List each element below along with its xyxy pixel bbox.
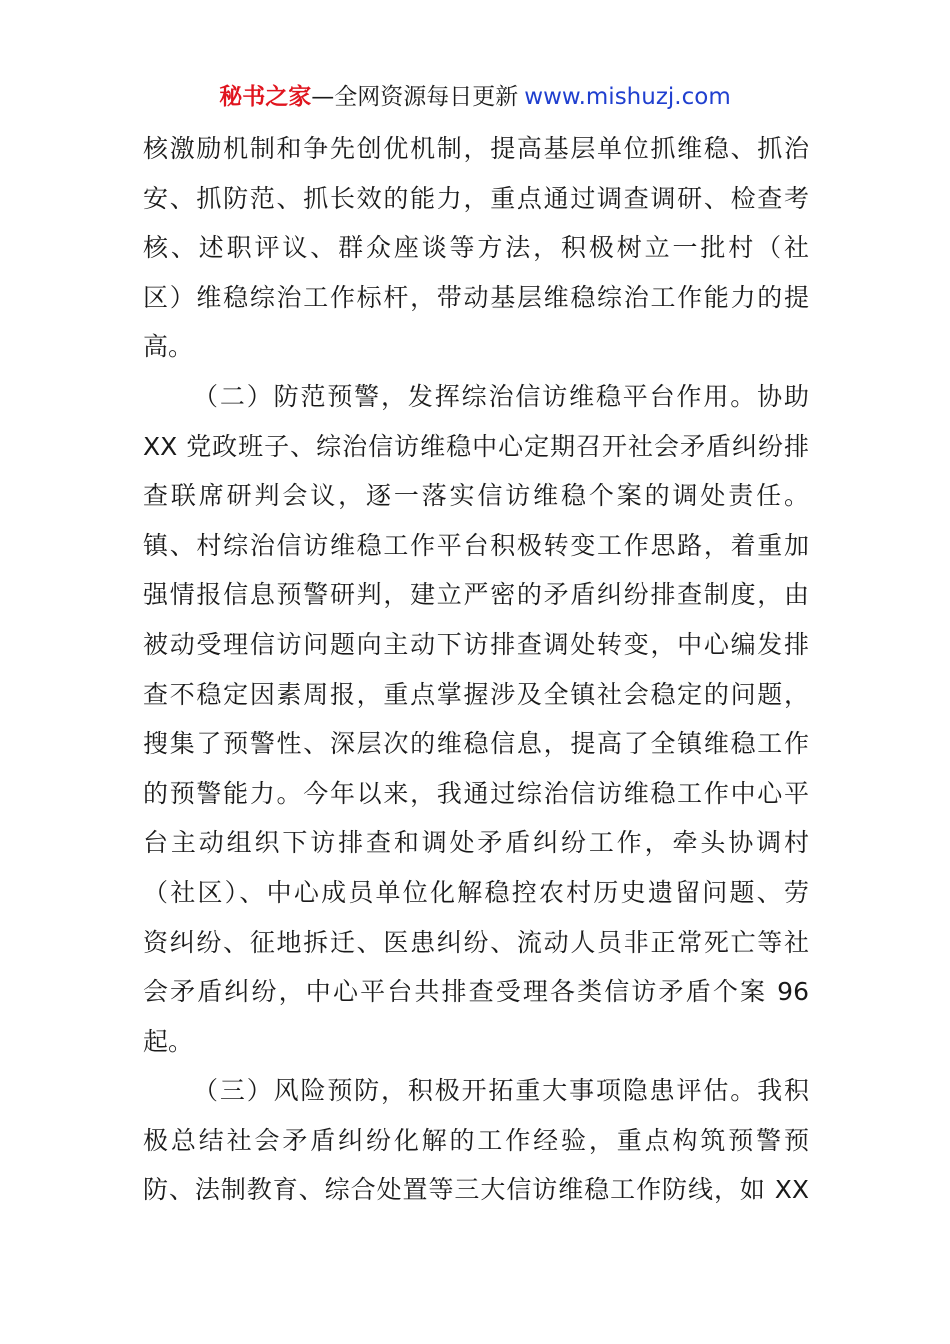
text-line: 查联席研判会议，逐一落实信访维稳个案的调处责任。 xyxy=(143,481,809,511)
text-line: （二）防范预警，发挥综治信访维稳平台作用。协助 xyxy=(193,381,809,411)
text-line: （社区）、中心成员单位化解稳控农村历史遗留问题、劳 xyxy=(143,877,809,907)
text-line: 台主动组织下访排查和调处矛盾纠纷工作，牵头协调村 xyxy=(143,828,809,858)
text-line: XX 党政班子、综治信访维稳中心定期召开社会矛盾纠纷排 xyxy=(143,431,809,461)
text-line: 极总结社会矛盾纠纷化解的工作经验，重点构筑预警预 xyxy=(143,1125,809,1155)
text-line: 核激励机制和争先创优机制，提高基层单位抓维稳、抓治 xyxy=(143,134,809,163)
text-line: 防、法制教育、综合处置等三大信访维稳工作防线，如 XX xyxy=(143,1175,809,1205)
text-line: 区）维稳综治工作标杆，带动基层维稳综治工作能力的提 xyxy=(143,282,809,312)
text-line: 起。 xyxy=(143,1026,194,1056)
site-link[interactable]: www.mishuzj.com xyxy=(524,84,731,110)
text-line: 的预警能力。今年以来，我通过综治信访维稳工作中心平 xyxy=(143,778,809,808)
text-line: 强情报信息预警研判，建立严密的矛盾纠纷排查制度，由 xyxy=(143,580,809,610)
brand-name: 秘书之家 xyxy=(219,84,312,110)
text-line: 安、抓防范、抓长效的能力，重点通过调查调研、检查考 xyxy=(143,183,809,213)
text-line: 被动受理信访问题向主动下访排查调处转变，中心编发排 xyxy=(143,629,809,659)
text-line: 高。 xyxy=(143,332,194,362)
text-line: 查不稳定因素周报，重点掌握涉及全镇社会稳定的问题， xyxy=(143,679,809,709)
page-header xyxy=(0,80,950,114)
text-line: 会矛盾纠纷，中心平台共排查受理各类信访矛盾个案 96 xyxy=(143,977,809,1007)
header-tagline: —全网资源每日更新 xyxy=(311,84,519,110)
text-line: 资纠纷、征地拆迁、医患纠纷、流动人员非正常死亡等社 xyxy=(143,927,809,957)
text-line: （三）风险预防，积极开拓重大事项隐患评估。我积 xyxy=(193,1076,809,1106)
document-body xyxy=(143,124,809,1215)
text-line: 镇、村综治信访维稳工作平台积极转变工作思路，着重加 xyxy=(143,530,809,560)
text-line: 核、述职评议、群众座谈等方法，积极树立一批村（社 xyxy=(143,233,809,263)
text-line: 搜集了预警性、深层次的维稳信息，提高了全镇维稳工作 xyxy=(143,729,809,759)
